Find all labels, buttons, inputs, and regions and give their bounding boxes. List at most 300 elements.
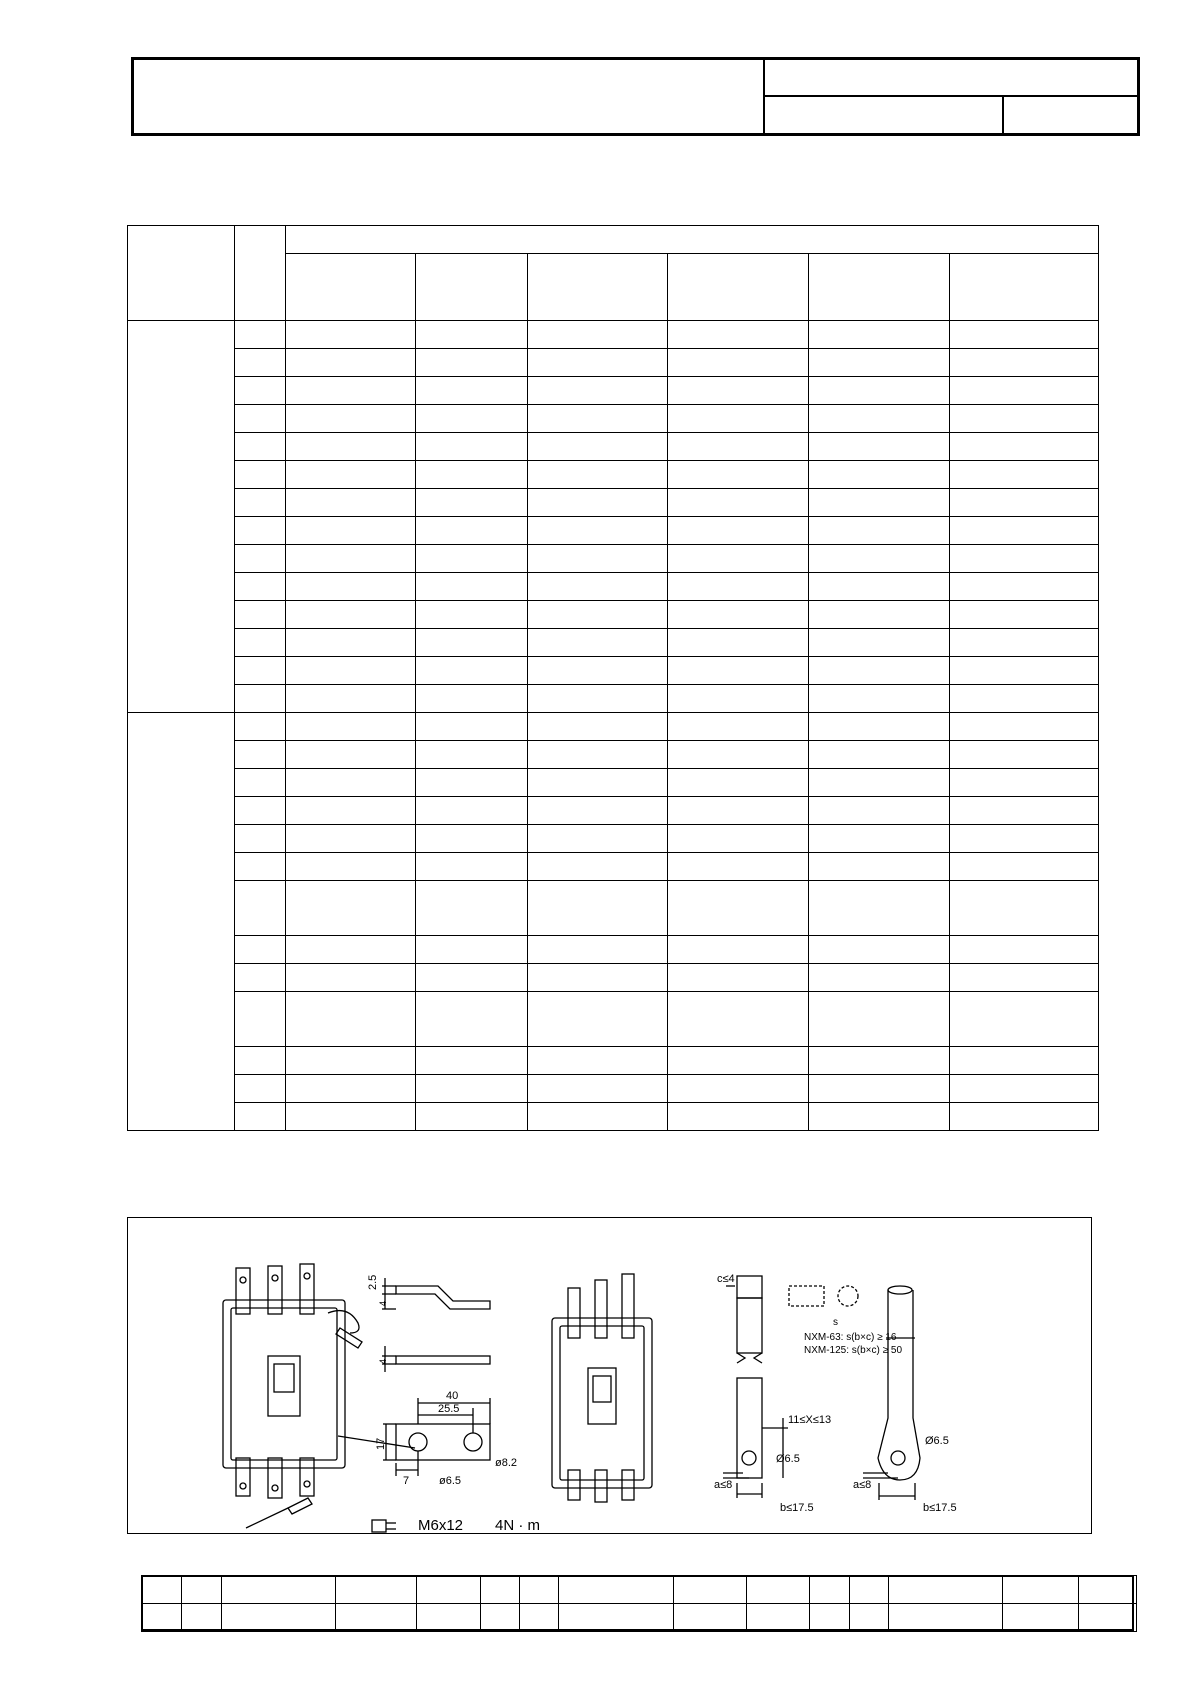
table-cell	[481, 1604, 520, 1632]
table-cell	[528, 629, 668, 657]
table-cell	[889, 1604, 1003, 1632]
table-cell	[528, 657, 668, 685]
table-cell	[416, 657, 528, 685]
table-cell	[1079, 1576, 1137, 1604]
table-cell	[528, 405, 668, 433]
dimension-label: 7	[403, 1475, 410, 1487]
table-cell	[889, 1576, 1003, 1604]
table-cell	[286, 825, 416, 853]
table-cell	[809, 377, 950, 405]
table-cell	[235, 741, 286, 769]
table-cell	[668, 713, 809, 741]
table-cell	[416, 825, 528, 853]
table-cell	[809, 741, 950, 769]
table-row	[128, 405, 1099, 433]
table-cell	[235, 1103, 286, 1131]
table-cell	[286, 657, 416, 685]
table-cell	[809, 349, 950, 377]
table-cell	[286, 769, 416, 797]
table-cell	[528, 377, 668, 405]
breaker-illustration-left	[223, 1264, 362, 1498]
table-cell	[668, 517, 809, 545]
screw-icon	[372, 1520, 396, 1532]
table-cell	[417, 1576, 481, 1604]
table-cell	[286, 405, 416, 433]
table-row	[128, 853, 1099, 881]
title-block	[131, 57, 1140, 136]
table-cell	[1003, 1576, 1079, 1604]
table-cell	[668, 629, 809, 657]
table-cell	[528, 769, 668, 797]
table-row	[128, 349, 1099, 377]
table-cell	[809, 489, 950, 517]
table-cell	[416, 1103, 528, 1131]
dimension-label: s	[833, 1317, 838, 1328]
dimension-label: 2.5	[367, 1274, 379, 1290]
table-row	[128, 629, 1099, 657]
header-cell	[286, 226, 1099, 254]
table-cell	[809, 461, 950, 489]
table-cell	[235, 433, 286, 461]
table-cell	[668, 881, 809, 936]
table-cell	[528, 825, 668, 853]
requirement-label: NXM-63: s(b×c) ≥ 16	[804, 1332, 897, 1343]
table-cell	[950, 349, 1099, 377]
table-cell	[142, 1604, 182, 1632]
breaker-illustration-right	[552, 1274, 652, 1502]
table-cell	[668, 797, 809, 825]
table-cell	[528, 461, 668, 489]
table-cell	[286, 601, 416, 629]
table-cell	[809, 321, 950, 349]
table-cell	[235, 517, 286, 545]
spec-table	[127, 225, 1099, 1131]
table-cell	[286, 936, 416, 964]
table-cell	[809, 825, 950, 853]
table-row	[128, 992, 1099, 1047]
dimension-label: c≤4	[717, 1273, 735, 1285]
table-cell	[235, 797, 286, 825]
table-cell	[286, 881, 416, 936]
table-cell	[950, 377, 1099, 405]
table-cell	[668, 992, 809, 1047]
table-row	[128, 433, 1099, 461]
table-cell	[235, 1047, 286, 1075]
table-cell	[950, 573, 1099, 601]
dimension-label: 11≤X≤13	[788, 1414, 832, 1426]
table-cell	[668, 573, 809, 601]
table-cell	[809, 853, 950, 881]
table-cell	[668, 321, 809, 349]
table-cell	[286, 964, 416, 992]
table-cell	[416, 1047, 528, 1075]
table-row	[142, 1604, 1137, 1632]
dimension-label: a≤8	[714, 1479, 733, 1491]
table-cell	[528, 881, 668, 936]
table-cell	[520, 1576, 559, 1604]
table-cell	[850, 1576, 889, 1604]
table-cell	[528, 489, 668, 517]
table-cell	[142, 1576, 182, 1604]
table-cell	[235, 881, 286, 936]
table-cell	[286, 545, 416, 573]
figure-box	[127, 1217, 1092, 1534]
table-cell	[222, 1576, 336, 1604]
table-row	[128, 321, 1099, 349]
table-cell	[668, 405, 809, 433]
table-cell	[668, 685, 809, 713]
table-cell	[528, 797, 668, 825]
table-cell	[528, 741, 668, 769]
table-cell	[950, 545, 1099, 573]
table-cell	[528, 992, 668, 1047]
table-cell	[950, 1047, 1099, 1075]
table-cell	[747, 1604, 810, 1632]
table-cell	[950, 825, 1099, 853]
table-cell	[286, 853, 416, 881]
table-row	[128, 657, 1099, 685]
table-cell	[528, 545, 668, 573]
table-cell	[235, 461, 286, 489]
table-cell	[809, 797, 950, 825]
table-cell	[668, 657, 809, 685]
table-cell	[810, 1576, 850, 1604]
table-cell	[809, 657, 950, 685]
table-cell	[286, 377, 416, 405]
table-cell	[416, 741, 528, 769]
table-cell	[559, 1576, 674, 1604]
table-row	[142, 1576, 1137, 1604]
table-cell	[950, 685, 1099, 713]
dimension-label: Ø6.5	[776, 1453, 800, 1465]
table-cell	[668, 377, 809, 405]
table-cell	[668, 964, 809, 992]
table-cell	[416, 713, 528, 741]
table-cell	[416, 573, 528, 601]
table-cell	[416, 936, 528, 964]
dimension-label: 40	[446, 1390, 459, 1402]
table-cell	[809, 517, 950, 545]
table-cell	[416, 461, 528, 489]
table-cell	[809, 881, 950, 936]
table-cell	[235, 657, 286, 685]
table-cell	[950, 936, 1099, 964]
table-header-row	[128, 226, 1099, 254]
table-cell	[182, 1604, 222, 1632]
table-cell	[809, 936, 950, 964]
header-cell	[950, 254, 1099, 321]
table-row	[128, 685, 1099, 713]
header-cell	[668, 254, 809, 321]
table-cell	[809, 433, 950, 461]
table-cell	[528, 964, 668, 992]
table-row	[128, 461, 1099, 489]
table-cell	[286, 629, 416, 657]
table-cell	[235, 992, 286, 1047]
table-cell	[528, 1047, 668, 1075]
table-cell	[528, 1103, 668, 1131]
table-cell	[336, 1576, 417, 1604]
requirement-label: NXM-125: s(b×c) ≥ 50	[804, 1345, 903, 1356]
table-cell	[528, 853, 668, 881]
revision-table	[141, 1575, 1137, 1632]
table-cell	[416, 964, 528, 992]
table-cell	[416, 377, 528, 405]
table-cell	[668, 825, 809, 853]
table-cell	[336, 1604, 417, 1632]
table-cell	[528, 685, 668, 713]
dimension-label: 4	[378, 1300, 388, 1306]
table-cell	[809, 629, 950, 657]
table-cell	[950, 769, 1099, 797]
dimension-label: 25.5	[438, 1403, 460, 1415]
table-cell	[747, 1576, 810, 1604]
table-cell	[235, 685, 286, 713]
table-cell	[235, 489, 286, 517]
table-cell	[950, 321, 1099, 349]
table-cell	[809, 573, 950, 601]
table-row	[128, 825, 1099, 853]
table-cell	[286, 517, 416, 545]
table-cell	[416, 992, 528, 1047]
table-cell	[286, 349, 416, 377]
table-cell	[286, 461, 416, 489]
table-cell	[950, 461, 1099, 489]
table-cell	[950, 489, 1099, 517]
table-cell	[416, 685, 528, 713]
table-cell	[286, 321, 416, 349]
header-cell	[128, 226, 235, 321]
table-cell	[809, 713, 950, 741]
table-cell	[809, 992, 950, 1047]
table-row	[128, 936, 1099, 964]
group-cell	[128, 713, 235, 1131]
table-cell	[235, 377, 286, 405]
dimension-label: Ø6.5	[925, 1435, 949, 1447]
table-cell	[528, 936, 668, 964]
table-row	[128, 741, 1099, 769]
table-cell	[950, 881, 1099, 936]
table-row	[128, 601, 1099, 629]
table-cell	[950, 797, 1099, 825]
table-cell	[416, 349, 528, 377]
table-cell	[235, 601, 286, 629]
table-cell	[809, 1075, 950, 1103]
header-cell	[528, 254, 668, 321]
table-cell	[668, 433, 809, 461]
table-cell	[950, 657, 1099, 685]
table-cell	[416, 1075, 528, 1103]
table-cell	[1079, 1604, 1137, 1632]
table-cell	[674, 1576, 747, 1604]
screwdriver-icon	[246, 1498, 312, 1528]
table-cell	[950, 992, 1099, 1047]
table-cell	[286, 1075, 416, 1103]
table-row	[128, 489, 1099, 517]
table-cell	[416, 405, 528, 433]
table-cell	[416, 629, 528, 657]
table-cell	[668, 545, 809, 573]
table-cell	[286, 713, 416, 741]
header-cell	[286, 254, 416, 321]
cable-lug-drawing	[863, 1286, 920, 1500]
bent-busbar-drawing	[382, 1278, 490, 1309]
table-row	[128, 573, 1099, 601]
table-row	[128, 377, 1099, 405]
table-cell	[528, 517, 668, 545]
table-cell	[809, 1103, 950, 1131]
table-cell	[950, 853, 1099, 881]
table-cell	[528, 573, 668, 601]
table-row	[128, 545, 1099, 573]
table-row	[128, 713, 1099, 741]
table-cell	[528, 1075, 668, 1103]
table-cell	[235, 964, 286, 992]
table-cell	[286, 741, 416, 769]
table-cell	[668, 1075, 809, 1103]
table-cell	[235, 545, 286, 573]
table-cell	[1003, 1604, 1079, 1632]
title-block-divider	[765, 95, 1137, 97]
table-cell	[235, 1075, 286, 1103]
table-cell	[286, 433, 416, 461]
table-cell	[286, 685, 416, 713]
table-cell	[182, 1576, 222, 1604]
table-cell	[668, 489, 809, 517]
table-cell	[668, 601, 809, 629]
table-cell	[528, 601, 668, 629]
header-cell	[809, 254, 950, 321]
table-row	[128, 1103, 1099, 1131]
table-row	[128, 964, 1099, 992]
table-cell	[416, 433, 528, 461]
dimension-label: 17	[375, 1437, 387, 1450]
table-cell	[286, 489, 416, 517]
straight-busbar-drawing	[382, 1346, 490, 1372]
table-cell	[416, 489, 528, 517]
dimension-label: ø6.5	[439, 1475, 462, 1487]
table-cell	[416, 769, 528, 797]
table-cell	[668, 769, 809, 797]
table-cell	[950, 1103, 1099, 1131]
table-cell	[809, 405, 950, 433]
table-cell	[810, 1604, 850, 1632]
dimension-label: b≤17.5	[780, 1502, 814, 1514]
table-cell	[950, 405, 1099, 433]
table-cell	[668, 853, 809, 881]
table-cell	[950, 741, 1099, 769]
table-cell	[668, 1103, 809, 1131]
table-cell	[416, 853, 528, 881]
table-cell	[528, 349, 668, 377]
table-cell	[950, 964, 1099, 992]
table-cell	[950, 433, 1099, 461]
table-cell	[850, 1604, 889, 1632]
header-cell	[235, 226, 286, 321]
table-cell	[416, 517, 528, 545]
table-cell	[235, 573, 286, 601]
table-cell	[668, 349, 809, 377]
torque-label: 4N · m	[495, 1517, 540, 1533]
table-cell	[520, 1604, 559, 1632]
table-cell	[809, 601, 950, 629]
busbar-plan-view	[383, 1398, 490, 1476]
table-cell	[668, 461, 809, 489]
table-cell	[235, 349, 286, 377]
table-cell	[809, 685, 950, 713]
spec-table-body	[128, 321, 1099, 1131]
table-cell	[950, 1075, 1099, 1103]
table-cell	[559, 1604, 674, 1632]
table-cell	[528, 321, 668, 349]
table-row	[128, 517, 1099, 545]
table-cell	[235, 629, 286, 657]
table-cell	[416, 881, 528, 936]
table-cell	[809, 964, 950, 992]
table-cell	[481, 1576, 520, 1604]
cross-section-icons	[789, 1286, 858, 1306]
dimension-label: a≤8	[853, 1479, 872, 1491]
table-cell	[235, 769, 286, 797]
table-cell	[668, 741, 809, 769]
table-cell	[286, 1047, 416, 1075]
table-cell	[416, 797, 528, 825]
title-block-divider	[1002, 97, 1004, 133]
table-cell	[668, 936, 809, 964]
table-row	[128, 881, 1099, 936]
table-cell	[235, 713, 286, 741]
header-cell	[416, 254, 528, 321]
group-cell	[128, 321, 235, 713]
table-cell	[950, 517, 1099, 545]
table-cell	[222, 1604, 336, 1632]
table-cell	[668, 1047, 809, 1075]
table-cell	[528, 713, 668, 741]
table-cell	[235, 936, 286, 964]
dimension-label: ø8.2	[495, 1457, 518, 1469]
table-cell	[286, 797, 416, 825]
table-cell	[416, 545, 528, 573]
table-row	[128, 769, 1099, 797]
table-cell	[235, 853, 286, 881]
table-cell	[286, 992, 416, 1047]
table-cell	[809, 1047, 950, 1075]
table-row	[128, 1047, 1099, 1075]
table-cell	[809, 545, 950, 573]
installation-figure	[128, 1218, 1091, 1533]
revision-table-body	[142, 1576, 1137, 1632]
table-cell	[417, 1604, 481, 1632]
table-cell	[950, 713, 1099, 741]
table-cell	[809, 769, 950, 797]
dimension-label: b≤17.5	[923, 1502, 957, 1514]
table-cell	[950, 601, 1099, 629]
table-cell	[235, 825, 286, 853]
table-cell	[528, 433, 668, 461]
table-cell	[416, 601, 528, 629]
table-row	[128, 797, 1099, 825]
table-cell	[235, 405, 286, 433]
table-cell	[416, 321, 528, 349]
table-cell	[286, 573, 416, 601]
dimension-label: 4	[378, 1358, 388, 1364]
table-cell	[950, 629, 1099, 657]
table-row	[128, 1075, 1099, 1103]
table-cell	[235, 321, 286, 349]
screw-size-label: M6x12	[418, 1517, 464, 1533]
table-cell	[286, 1103, 416, 1131]
table-cell	[674, 1604, 747, 1632]
